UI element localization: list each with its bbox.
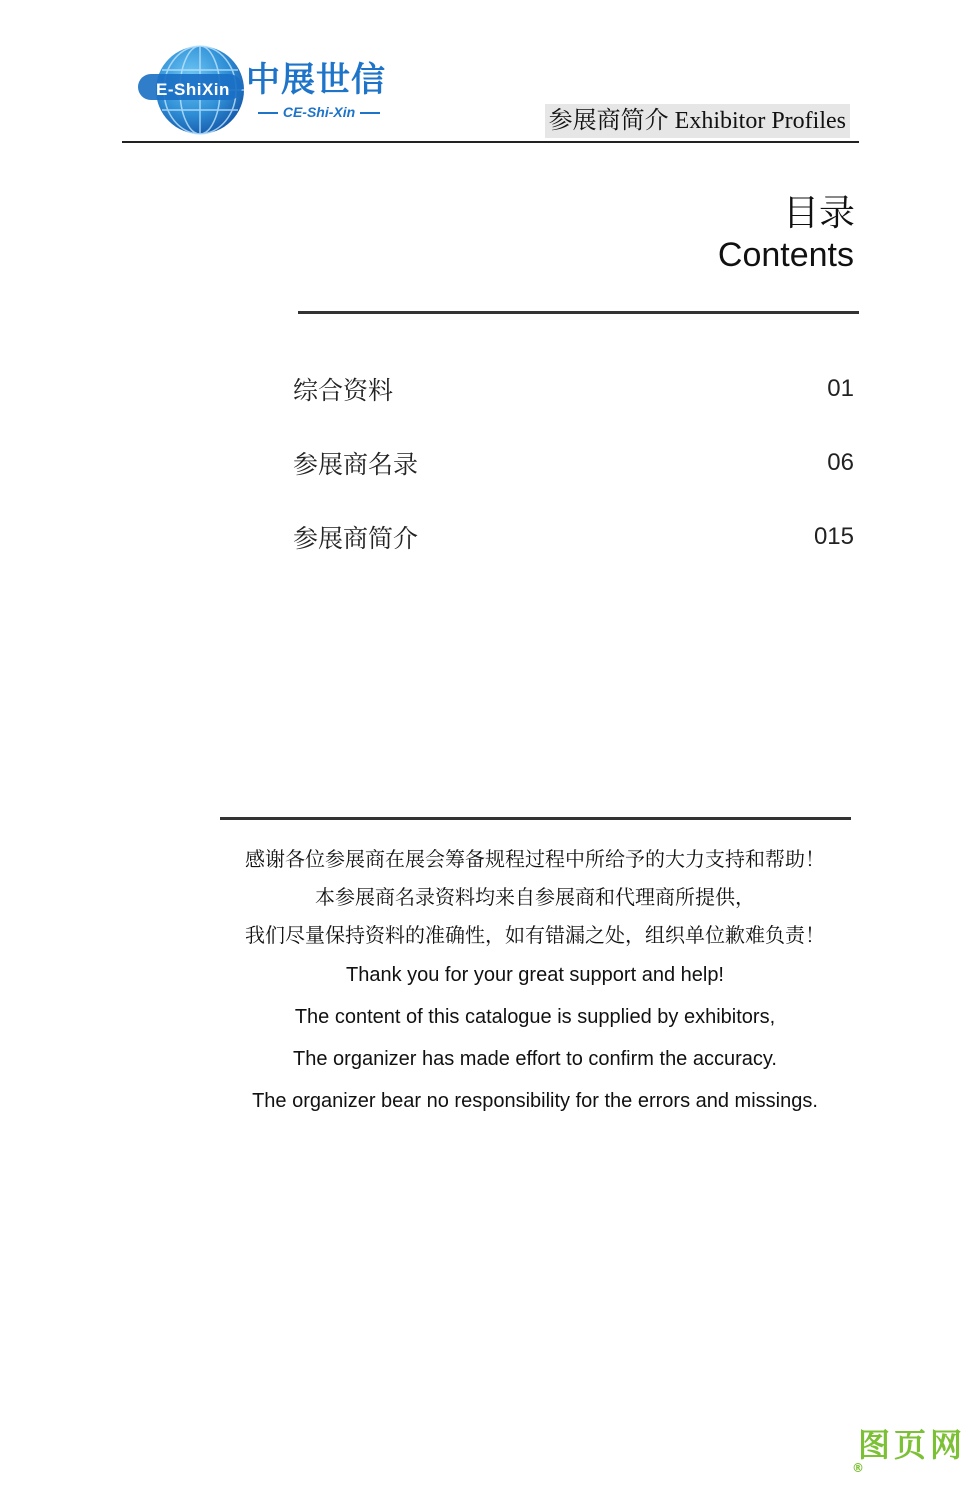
notice-divider (220, 817, 851, 820)
notice-line-en: Thank you for your great support and help! (345, 964, 724, 986)
toc-title-cn: 目录 (782, 193, 855, 234)
notice-line-en: The content of this catalogue is supplied by exhibitors, (294, 1006, 776, 1028)
notice-line-en: The organizer bear no responsibility for the errors and missings. (252, 1090, 818, 1112)
header-divider (122, 141, 859, 143)
toc-item-label: 参展商简介 (293, 524, 419, 553)
section-title: 参展商简介 Exhibitor Profiles (545, 104, 850, 138)
notice-line-en: The organizer has made effort to confirm the accuracy. (293, 1048, 777, 1070)
company-logo (134, 44, 404, 138)
logo-mark-text: E-ShiXin (156, 80, 230, 99)
toc-item-label: 参展商名录 (293, 450, 419, 479)
notice-line-cn: 感谢各位参展商在展会筹备规程过程中所给予的大力支持和帮助！ (245, 847, 825, 871)
toc-item[interactable] (293, 352, 854, 426)
toc-item-page: 015 (813, 523, 854, 550)
toc-item[interactable] (293, 426, 854, 500)
toc-item[interactable] (293, 500, 854, 574)
logo-name-en: CE-Shi-Xin (246, 104, 392, 120)
site-watermark (852, 1420, 980, 1504)
toc-list (293, 352, 854, 574)
toc-item-page: 01 (827, 375, 854, 402)
registered-mark-icon: ® (852, 1461, 868, 1476)
toc-item-page: 06 (827, 449, 854, 476)
watermark-text: 图页网 (858, 1426, 967, 1464)
notice-line-cn: 我们尽量保持资料的准确性，如有错漏之处，组织单位歉难负责！ (245, 923, 825, 947)
logo-name-cn: 中展世信 (246, 60, 386, 100)
toc-item-label: 综合资料 (293, 376, 394, 405)
disclaimer-notice (160, 840, 910, 1122)
notice-line-cn: 本参展商名录资料均来自参展商和代理商所提供， (315, 885, 755, 909)
toc-title-en: Contents (717, 236, 854, 274)
toc-divider (298, 311, 859, 314)
